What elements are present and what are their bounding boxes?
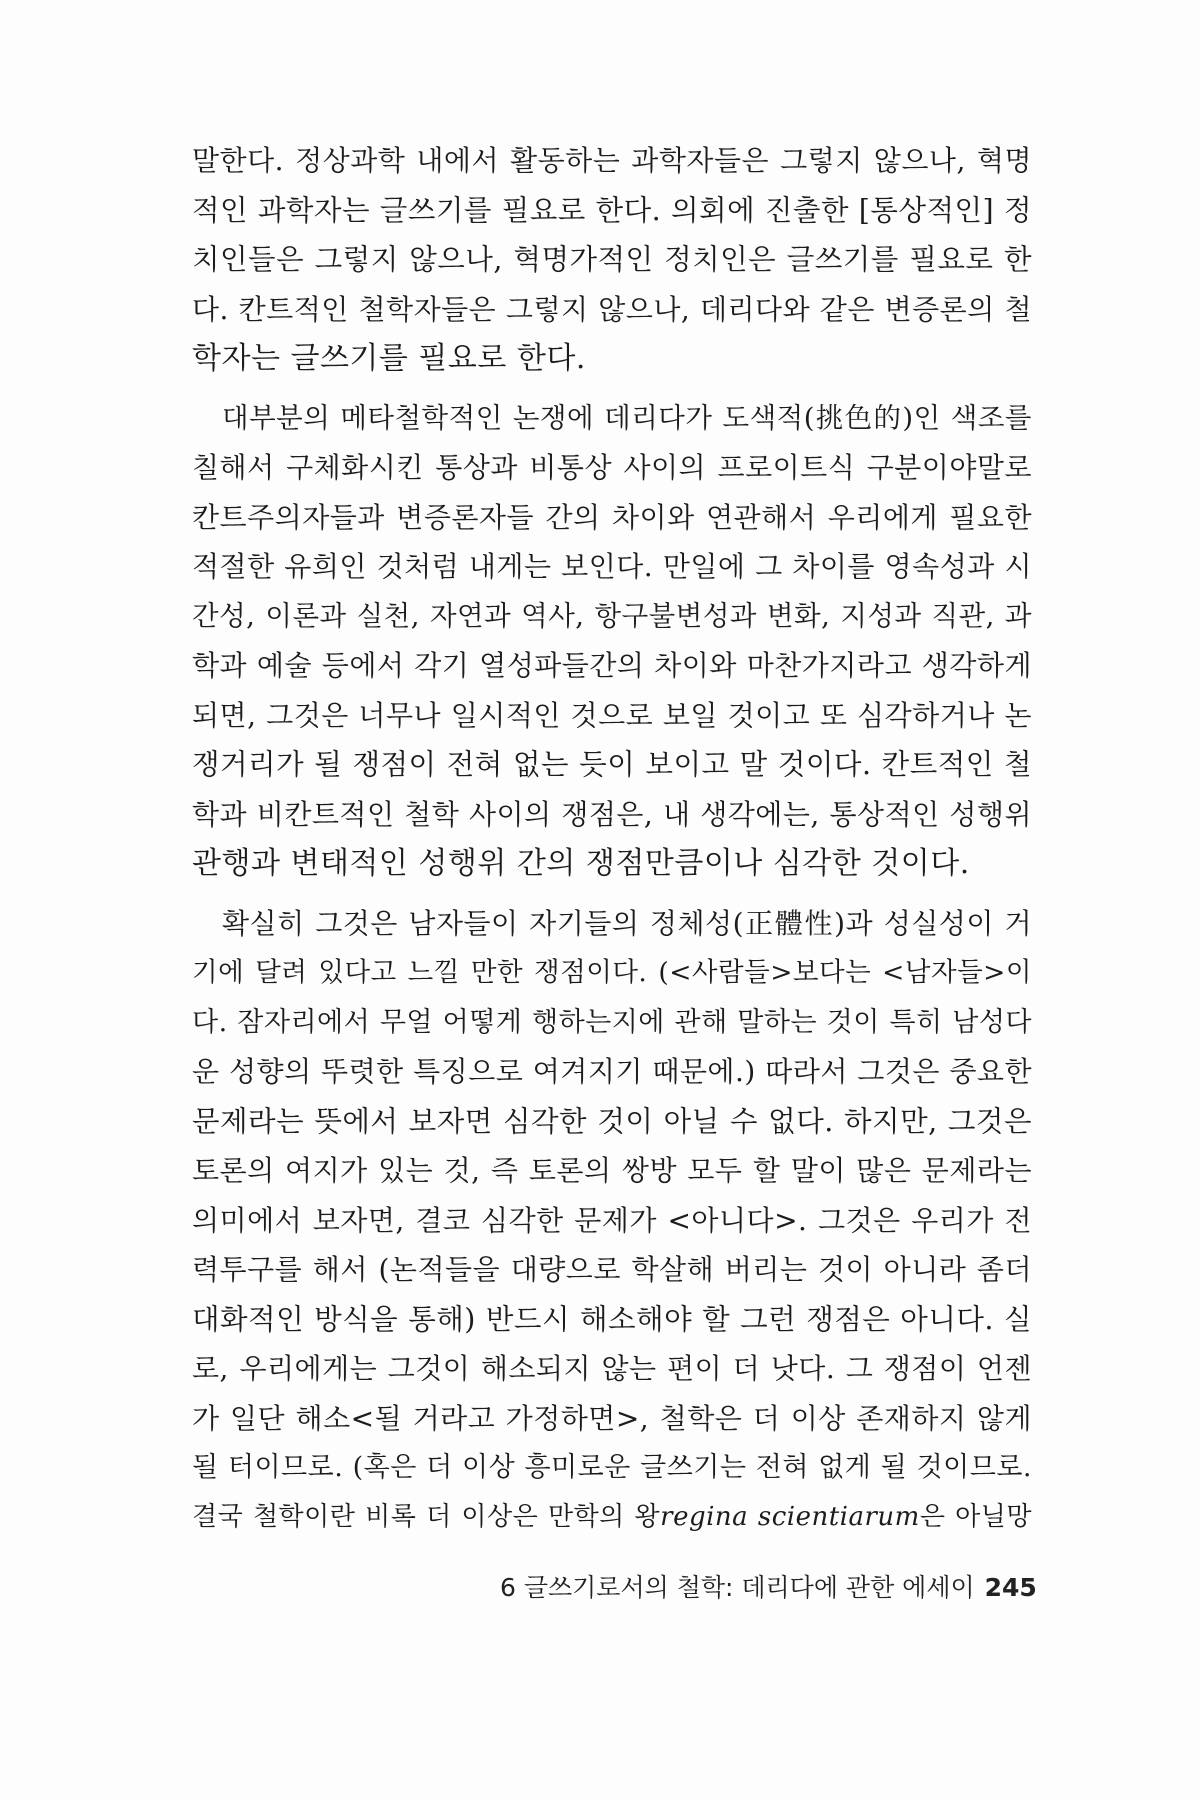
text-line: 칸트주의자들과 변증론자들 간의 차이와 연관해서 우리에게 필요한 [192, 500, 1032, 534]
text-line: 대화적인 방식을 통해) 반드시 해소해야 할 그런 쟁점은 아니다. 실 [192, 1302, 1032, 1336]
text-line: 운 성향의 뚜렷한 특징으로 여겨지기 때문에.) 따라서 그것은 중요한 [192, 1055, 1032, 1088]
paragraph [192, 136, 1032, 384]
text-line: 학과 예술 등에서 각기 열성파들간의 차이와 마찬가지라고 생각하게 [192, 649, 1032, 682]
text-line: 학자는 글쓰기를 필요로 한다. [192, 341, 586, 376]
text-line: 가 일단 해소<될 거라고 가정하면>, 철학은 더 이상 존재하지 않게 [192, 1401, 1032, 1435]
body-text [192, 136, 1032, 1542]
text-line: 다. 잠자리에서 무얼 어떻게 행하는지에 관해 말하는 것이 특히 남성다 [192, 1006, 1032, 1038]
paragraph [192, 394, 1032, 889]
text-line: 대부분의 메타철학적인 논쟁에 데리다가 도색적(挑色的)인 색조를 [222, 401, 1032, 434]
text-line: 문제라는 뜻에서 보자면 심각한 것이 아닐 수 없다. 하지만, 그것은 [192, 1104, 1032, 1138]
text-line: 로, 우리에게는 그것이 해소되지 않는 편이 더 낫다. 그 쟁점이 언젠 [192, 1352, 1032, 1385]
chapter-title: 6 글쓰기로서의 철학: 데리다에 관한 에세이 [500, 1573, 975, 1602]
text-line: 칠해서 구체화시킨 통상과 비통상 사이의 프로이트식 구분이야말로 [192, 451, 1032, 484]
text-line: 다. 칸트적인 철학자들은 그렇지 않으나, 데리다와 같은 변증론의 철 [192, 292, 1032, 326]
text-line-final [192, 1493, 1032, 1543]
text-line: 말한다. 정상과학 내에서 활동하는 과학자들은 그렇지 않으나, 혁명 [192, 144, 1032, 177]
text-line: 토론의 여지가 있는 것, 즉 토론의 쌍방 모두 할 말이 많은 문제라는 [192, 1154, 1032, 1187]
text-line: 의미에서 보자면, 결코 심각한 문제가 <아니다>. 그것은 우리가 전 [192, 1203, 1032, 1237]
text-line: 확실히 그것은 남자들이 자기들의 정체성(正體性)과 성실성이 거 [222, 906, 1032, 940]
page-number: 245 [984, 1573, 1037, 1602]
text-segment: 은 아닐망 [919, 1501, 1033, 1532]
text-line: 학과 비칸트적인 철학 사이의 쟁점은, 내 생각에는, 통상적인 성행위 [192, 797, 1032, 831]
text-line: 적절한 유희인 것처럼 내게는 보인다. 만일에 그 차이를 영속성과 시 [192, 550, 1032, 583]
text-line: 치인들은 그렇지 않으나, 혁명가적인 정치인은 글쓰기를 필요로 한 [192, 243, 1032, 276]
text-line: 관행과 변태적인 성행위 간의 쟁점만큼이나 심각한 것이다. [192, 846, 970, 881]
text-line: 쟁거리가 될 쟁점이 전혀 없는 듯이 보이고 말 것이다. 칸트적인 철 [192, 748, 1032, 781]
text-line: 될 터이므로. (혹은 더 이상 흥미로운 글쓰기는 전혀 없게 될 것이므로. [192, 1452, 1032, 1483]
text-line: 기에 달려 있다고 느낄 만한 쟁점이다. (<사람들>보다는 <남자들>이 [192, 957, 1032, 988]
text-line: 력투구를 해서 (논적들을 대량으로 학살해 버리는 것이 아니라 좀더 [192, 1253, 1032, 1286]
text-line: 적인 과학자는 글쓰기를 필요로 한다. 의회에 진출한 [통상적인] 정 [192, 193, 1032, 227]
text-line: 되면, 그것은 너무나 일시적인 것으로 보일 것이고 또 심각하거나 논 [192, 698, 1032, 732]
text-line: 간성, 이론과 실천, 자연과 역사, 항구불변성과 변화, 지성과 직관, 과 [192, 599, 1032, 632]
running-footer [500, 1568, 1037, 1608]
text-segment: 결국 철학이란 비록 더 이상은 만학의 왕 [192, 1501, 661, 1532]
paragraph [192, 899, 1032, 1543]
latin-phrase: regina scientiarum [660, 1501, 920, 1532]
